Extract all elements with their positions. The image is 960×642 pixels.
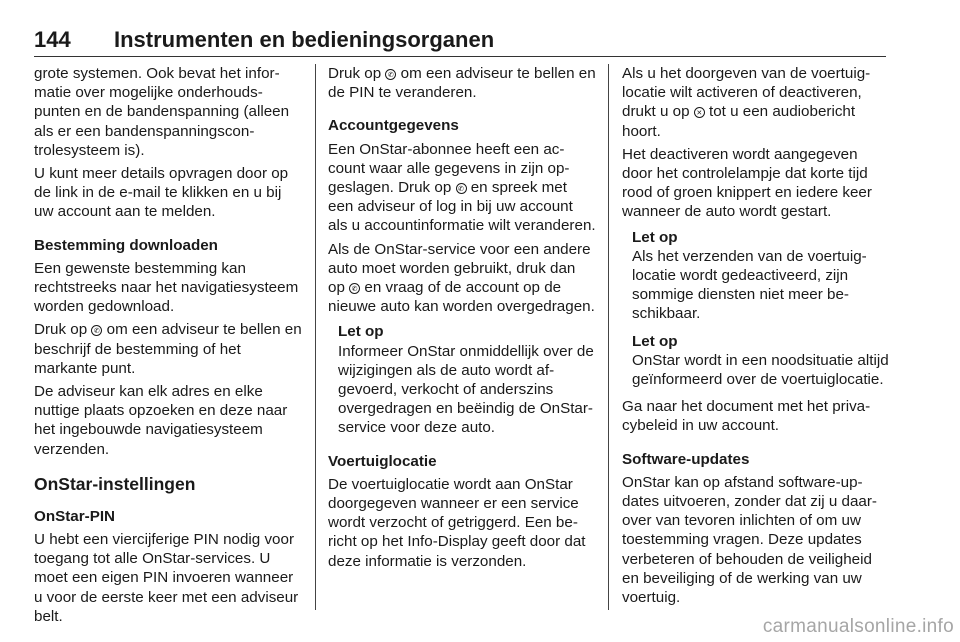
- paragraph: Een OnStar-abonnee heeft een account waar alle gegevens in zijn opgeslagen. Druk op ✆ en spreek met een adviseur of log in bij uw account als u accountinformatie wilt veranderen.: [328, 140, 596, 235]
- paragraph: Het deactiveren wordt aangegeven door het controlelampje dat korte tijd rood of groen knippert en iedere keer wanneer de auto wordt gestart.: [622, 145, 872, 221]
- section-heading-onstar-settings: OnStar-instellingen: [34, 473, 196, 494]
- page-header: [34, 26, 886, 57]
- paragraph: Als u het doorgeven van de voertuiglocatie wilt activeren of deactiveren, drukt u op ✕ tot u een audiobericht hoort.: [622, 65, 871, 140]
- paragraph: Een gewenste bestemming kan rechtstreeks naar het navigatiesysteem worden gedownload.: [34, 259, 299, 316]
- note-text: Informeer OnStar onmiddellijk over de wijzigingen als de auto wordt afgevoerd, verkocht of anderszins overgedragen en beëindig de OnStar-service voor deze auto.: [338, 342, 594, 437]
- subheading-onstar-pin: OnStar-PIN: [34, 507, 116, 525]
- paragraph: De adviseur kan elk adres en elke nuttige plaats opzoeken en deze naar het ingebouwde navigatiesysteem verzenden.: [34, 383, 288, 458]
- note-text: Als het verzenden van de voertuiglocatie wordt gedeactiveerd, zijn sommige diensten niet meer beschikbaar.: [632, 247, 867, 323]
- note-title: Let op: [632, 228, 678, 246]
- onstar-button-icon: ✆: [456, 183, 467, 194]
- column-1: [34, 64, 302, 630]
- note-box: [622, 332, 890, 390]
- paragraph: U hebt een viercijferige PIN nodig voor toegang tot alle OnStar-services. U moet een eigen PIN invoeren wanneer u voor de eerste keer met een adviseur belt.: [34, 531, 299, 625]
- paragraph: OnStar kan op afstand software-updates uitvoeren, zonder dat zij u daarover van tevoren inlichten of om uw toestemming vragen. Deze updates verbeteren of behouden de veiligheid en beveiliging of de werking van uw voertuig.: [622, 473, 877, 607]
- paragraph: grote systemen. Ook bevat het informatie over mogelijke onderhoudspunten en de bandenspanning (alleen als er een bandenspanningscontrolesysteem is).: [34, 65, 290, 159]
- note-title: Let op: [338, 323, 384, 341]
- column-divider: [608, 64, 609, 610]
- note-box: [328, 322, 596, 437]
- note-text: OnStar wordt in een noodsituatie altijd geïnformeerd over de voertuiglocatie.: [632, 351, 889, 389]
- paragraph: Als de OnStar-service voor een andere auto moet worden gebruikt, druk dan op ✆ en vraag of de account op de nieuwe auto kan worden overgedragen.: [328, 240, 595, 316]
- subheading-destination-download: Bestemming downloaden: [34, 236, 218, 254]
- note-title: Let op: [632, 332, 678, 350]
- onstar-button-icon: ✆: [91, 325, 102, 336]
- paragraph: De voertuiglocatie wordt aan OnStar doorgegeven wanneer er een service wordt verzocht of getriggerd. Een bericht op het Info-Display geeft door dat deze informatie is verzonden.: [328, 475, 586, 570]
- column-2: [328, 64, 596, 575]
- paragraph: Druk op ✆ om een adviseur te bellen en beschrijf de bestemming of het markante punt.: [34, 321, 302, 377]
- page-number: 144: [34, 27, 71, 52]
- onstar-button-icon: ✆: [349, 283, 360, 294]
- paragraph: Druk op ✆ om een adviseur te bellen en de PIN te veranderen.: [328, 65, 596, 102]
- privacy-button-icon: ✕: [694, 107, 705, 118]
- note-box: [622, 228, 890, 324]
- subheading-account-data: Accountgegevens: [328, 117, 459, 135]
- paragraph: Ga naar het document met het privacybeleid in uw account.: [622, 398, 871, 435]
- subheading-software-updates: Software-updates: [622, 450, 750, 468]
- column-divider: [315, 64, 316, 610]
- page-title: Instrumenten en bedieningsorganen: [114, 27, 495, 52]
- onstar-button-icon: ✆: [385, 69, 396, 80]
- column-3: [622, 64, 890, 611]
- paragraph: U kunt meer details opvragen door op de link in de e-mail te klikken en u bij uw account aan te melden.: [34, 165, 289, 221]
- subheading-vehicle-location: Voertuiglocatie: [328, 452, 437, 470]
- watermark: carmanualsonline.info: [762, 616, 954, 637]
